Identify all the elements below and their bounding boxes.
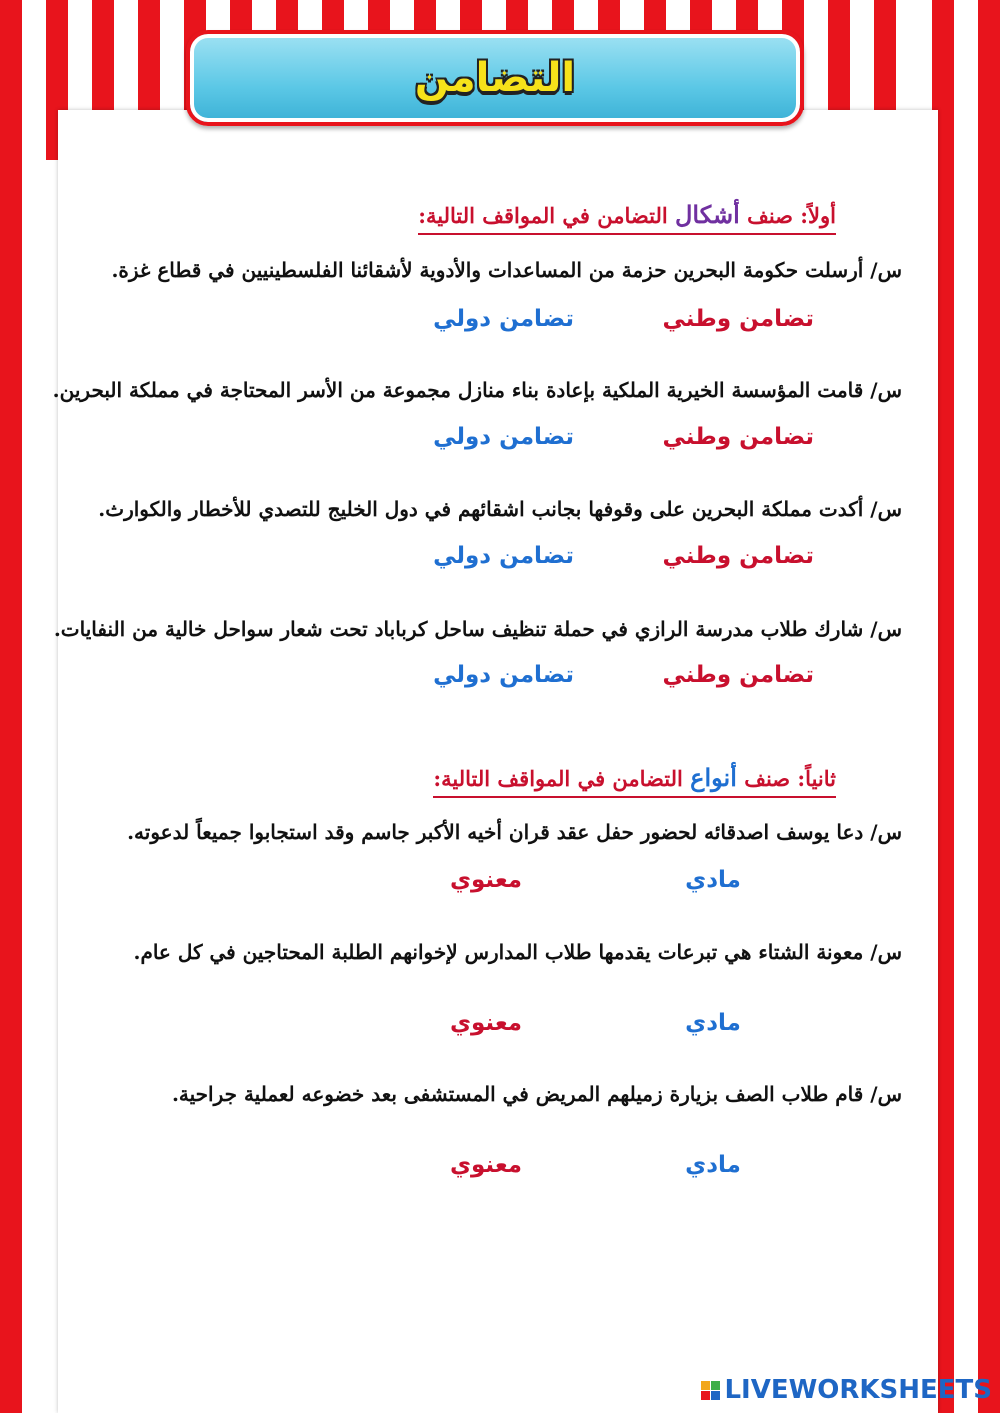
liveworksheets-logo-icon <box>701 1381 720 1400</box>
section2-question-3: س/ قام طلاب الصف بزيارة زميلهم المريض في المستشفى بعد خضوعه لعملية جراحية. <box>171 1082 902 1106</box>
liveworksheets-logo-text: LIVEWORKSHEETS <box>724 1375 992 1405</box>
section2-q2-option-material[interactable]: مادي <box>685 1010 741 1036</box>
section1-question-4: س/ شارك طلاب مدرسة الرازي في حملة تنظيف ساحل كرباباد تحت شعار سواحل خالية من النفايات. <box>53 617 902 641</box>
section1-q4-option-national[interactable]: تضامن وطني <box>662 662 814 688</box>
section1-heading-suffix: التضامن في المواقف التالية: <box>418 203 675 228</box>
section1-q1-option-international[interactable]: تضامن دولي <box>433 306 574 332</box>
section1-heading-prefix: أولاً: صنف <box>739 203 836 228</box>
section2-question-1: س/ دعا يوسف اصدقائه لحضور حفل عقد قران أخيه الأكبر جاسم وقد استجابوا جميعاً لدعوته. <box>127 820 902 844</box>
section1-q1-option-national[interactable]: تضامن وطني <box>662 306 814 332</box>
section2-question-2: س/ معونة الشتاء هي تبرعات يقدمها طلاب المدارس لإخوانهم الطلبة المحتاجين في كل عام. <box>133 940 902 964</box>
page-title: التضامن <box>414 55 576 101</box>
section2-heading-suffix: التضامن في المواقف التالية: <box>433 766 691 791</box>
section1-heading-highlight: أشكال <box>674 200 740 229</box>
section2-q1-option-material[interactable]: مادي <box>685 867 741 893</box>
section1-q4-option-international[interactable]: تضامن دولي <box>433 662 574 688</box>
section2-q3-option-material[interactable]: مادي <box>685 1152 741 1178</box>
section2-q2-option-moral[interactable]: معنوي <box>449 1010 523 1036</box>
liveworksheets-logo <box>701 1375 992 1405</box>
section2-q1-option-moral[interactable]: معنوي <box>449 867 523 893</box>
decorative-stripes-left <box>0 0 46 1413</box>
section2-heading-prefix: ثانياً: صنف <box>736 766 836 791</box>
section1-question-2: س/ قامت المؤسسة الخيرية الملكية بإعادة بناء منازل مجموعة من الأسر المحتاجة في مملكة البحرين. <box>52 378 902 402</box>
section1-question-1: س/ أرسلت حكومة البحرين حزمة من المساعدات والأدوية لأشقائنا الفلسطينيين في قطاع غزة. <box>111 258 902 282</box>
section2-q3-option-moral[interactable]: معنوي <box>449 1152 523 1178</box>
section2-heading-highlight: أنواع <box>690 763 737 792</box>
section1-q3-option-international[interactable]: تضامن دولي <box>433 543 574 569</box>
title-banner <box>186 30 804 126</box>
section1-q2-option-national[interactable]: تضامن وطني <box>662 424 814 450</box>
section1-q3-option-national[interactable]: تضامن وطني <box>662 543 814 569</box>
section1-q2-option-international[interactable]: تضامن دولي <box>433 424 574 450</box>
section1-heading <box>418 200 836 235</box>
section2-heading <box>433 763 836 798</box>
section1-question-3: س/ أكدت مملكة البحرين على وقوفها بجانب اشقائهم في دول الخليج للتصدي للأخطار والكوارث. <box>98 497 902 521</box>
